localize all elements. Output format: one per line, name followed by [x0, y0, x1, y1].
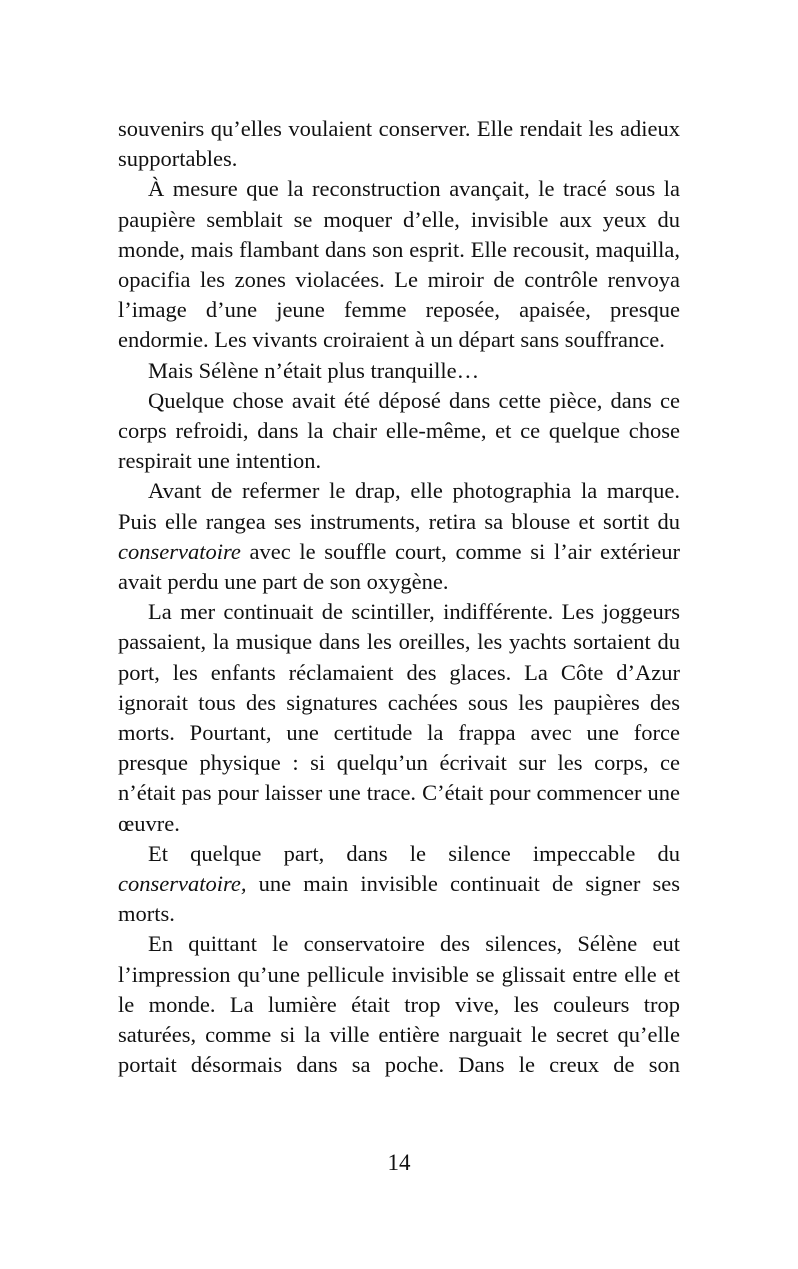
paragraph-5-text-a: Avant de refermer le drap, elle photographia la marque. Puis elle rangea ses instruments, retira sa blouse et sortit du [118, 478, 680, 534]
paragraph-2 [118, 174, 680, 355]
paragraph-8 [118, 929, 680, 1080]
paragraph-3 [118, 356, 680, 386]
paragraph-8-text: En quittant le conservatoire des silences, Sélène eut l’impression qu’une pellicule invisible se glissait entre elle et le monde. La lumière était trop vive, les couleurs trop saturées, comme si la ville entière narguait le secret qu’elle portait désormais dans sa poche. Dans le creux de son [118, 931, 680, 1078]
paragraph-6 [118, 597, 680, 839]
body-text [118, 114, 680, 1081]
paragraph-5 [118, 476, 680, 597]
page-number: 14 [387, 1150, 411, 1175]
paragraph-7-text-b: une main invisible continuait de signer ses morts. [118, 871, 680, 927]
paragraph-7 [118, 839, 680, 930]
paragraph-7-text-a: Et quelque part, dans le silence impeccable du [148, 840, 680, 866]
paragraph-5-italic-term: conservatoire [118, 538, 241, 564]
paragraph-6-text: La mer continuait de scintiller, indifférente. Les joggeurs passaient, la musique dans les oreilles, les yachts sortaient du port, les enfants réclamaient des glaces. La Côte d’Azur ignorait tous des signatures cachées sous les paupières des morts. Pourtant, une certitude la frappa avec une force presque physique : si quelqu’un écrivait sur les corps, ce n’était pas pour laisser une trace. C’était pour commencer une œuvre. [118, 599, 680, 836]
paragraph-4 [118, 386, 680, 477]
paragraph-5-text-b: avec le souffle court, comme si l’air extérieur avait perdu une part de son oxygène. [118, 538, 680, 595]
paragraph-1 [118, 114, 680, 174]
paragraph-2-text: À mesure que la reconstruction avançait, le tracé sous la paupière semblait se moquer d’elle, invisible aux yeux du monde, mais flambant dans son esprit. Elle recousit, maquilla, opacifia les zones violacées. Le miroir de contrôle renvoya l’image d’une jeune femme reposée, apaisée, presque endormie. Les vivants croiraient à un départ sans souffrance. [118, 176, 680, 353]
paragraph-4-text: Quelque chose avait été déposé dans cette pièce, dans ce corps refroidi, dans la chair elle-même, et ce quelque chose respirait une intention. [118, 387, 680, 474]
paragraph-3-text: Mais Sélène n’était plus tranquille… [148, 357, 480, 383]
paragraph-1-text: souvenirs qu’elles voulaient conserver. Elle rendait les adieux supportables. [118, 116, 680, 172]
paragraph-7-italic-term: conservatoire, [118, 871, 247, 897]
